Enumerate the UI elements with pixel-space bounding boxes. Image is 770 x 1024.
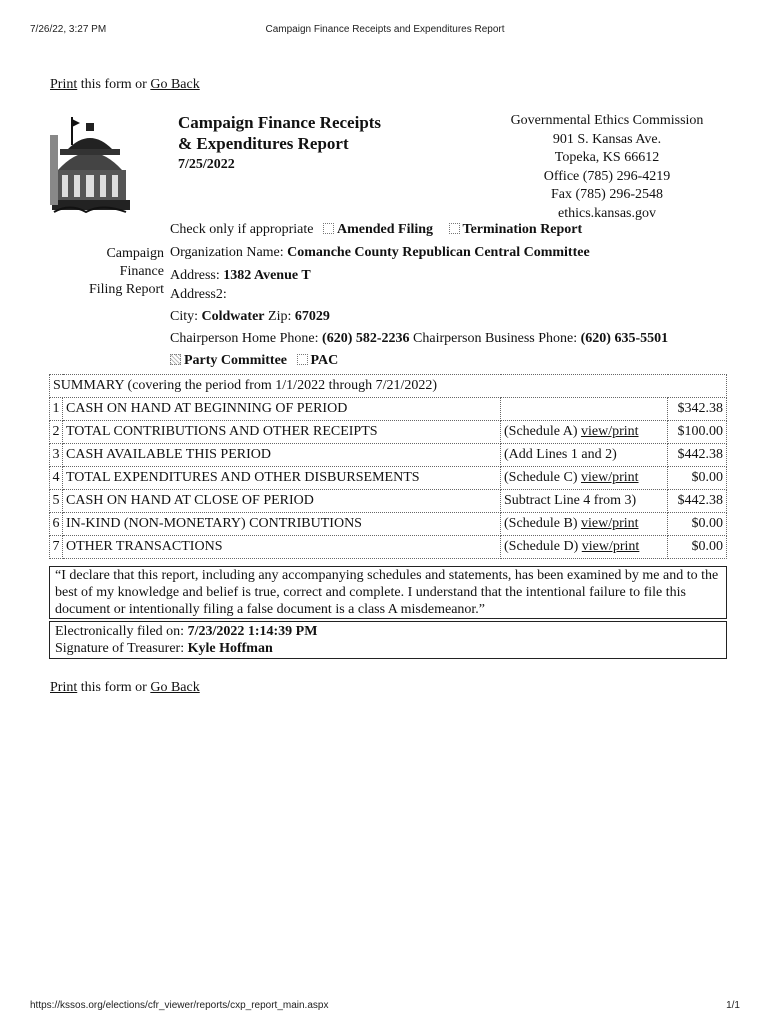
business-phone-label: Chairperson Business Phone:: [413, 331, 578, 346]
commission-fax: Fax (785) 296-2548: [551, 187, 663, 202]
org-city-value: Coldwater: [201, 309, 265, 324]
org-zip-value: 67029: [294, 309, 330, 324]
row-schedule: [501, 421, 668, 444]
row-label: OTHER TRANSACTIONS: [63, 536, 501, 559]
print-datetime: 7/26/22, 3:27 PM: [30, 24, 107, 35]
row-number: 2: [50, 421, 63, 444]
schedule-text: (Schedule C): [504, 470, 581, 485]
row-number: 4: [50, 467, 63, 490]
amended-filing-checkbox[interactable]: [323, 223, 334, 234]
pac-label: PAC: [310, 353, 339, 368]
filing-type-row: [170, 222, 582, 238]
report-title-line1: Campaign Finance Receipts: [178, 113, 382, 132]
org-address-value: 1382 Avenue T: [223, 268, 311, 283]
row-amount: $442.38: [668, 490, 727, 513]
row-amount: $442.38: [668, 444, 727, 467]
row-label: IN-KIND (NON-MONETARY) CONTRIBUTIONS: [63, 513, 501, 536]
row-schedule: [501, 398, 668, 421]
row-schedule: [501, 467, 668, 490]
report-title-line2: & Expenditures Report: [178, 134, 349, 153]
row-schedule: (Add Lines 1 and 2): [501, 444, 668, 467]
table-row: [50, 536, 727, 559]
row-schedule: [501, 513, 668, 536]
summary-header: SUMMARY (covering the period from 1/1/2022 through 7/21/2022): [50, 375, 727, 398]
party-committee-label: Party Committee: [184, 353, 288, 368]
print-page-title: Campaign Finance Receipts and Expenditures Report: [265, 24, 505, 35]
table-row: [50, 513, 727, 536]
row-number: 3: [50, 444, 63, 467]
print-header: [30, 24, 740, 38]
declaration-text: “I declare that this report, including any accompanying schedules and statements, has been examined by me and to the best of my knowledge and belief is true, correct and complete. I understand that the intentional failure to file this document or intentionally filing a false document is a class A misdemeanor.”: [49, 566, 727, 619]
filed-on-label: Electronically filed on:: [55, 624, 185, 639]
campaign-side-label-3: Filing Report: [88, 282, 164, 297]
commission-website: ethics.kansas.gov: [558, 205, 656, 221]
filing-info-box: [49, 621, 727, 659]
row-label: CASH AVAILABLE THIS PERIOD: [63, 444, 501, 467]
business-phone-value: (620) 635-5501: [580, 331, 669, 346]
row-schedule: [501, 536, 668, 559]
table-row: [50, 421, 727, 444]
go-back-link-bottom[interactable]: Go Back: [150, 680, 200, 695]
row-number: 1: [50, 398, 63, 421]
org-name-label: Organization Name:: [170, 245, 284, 260]
view-print-link-schedule-b[interactable]: view/print: [580, 516, 639, 531]
org-phone-row: [170, 331, 668, 347]
schedule-text: (Schedule A): [504, 424, 581, 439]
print-footer: [30, 1000, 740, 1014]
report-title-block: [178, 112, 381, 175]
summary-header-row: [50, 375, 727, 398]
row-amount: $0.00: [668, 467, 727, 490]
report-date: 7/25/2022: [178, 157, 235, 172]
campaign-side-label-1: Campaign: [106, 246, 164, 261]
filed-on-value: 7/23/2022 1:14:39 PM: [187, 624, 318, 639]
print-link[interactable]: Print: [50, 77, 78, 92]
treasurer-row: [55, 640, 721, 657]
row-label: CASH ON HAND AT BEGINNING OF PERIOD: [63, 398, 501, 421]
campaign-side-label-2: Finance: [119, 264, 164, 279]
schedule-text: (Schedule D): [504, 539, 582, 554]
schedule-text: (Schedule B): [504, 516, 581, 531]
view-print-link-schedule-d[interactable]: view/print: [581, 539, 640, 554]
org-address2-label: Address2:: [170, 287, 227, 302]
amended-filing-label: Amended Filing: [336, 222, 434, 237]
org-address-label: Address:: [170, 268, 220, 283]
filed-on-row: [55, 623, 721, 640]
row-label: CASH ON HAND AT CLOSE OF PERIOD: [63, 490, 501, 513]
org-city-row: [170, 309, 330, 325]
table-row: [50, 398, 727, 421]
row-number: 6: [50, 513, 63, 536]
commission-address-block: [488, 112, 726, 223]
org-name-row: [170, 245, 590, 261]
nav-separator-text: this form or: [77, 77, 151, 92]
view-print-link-schedule-c[interactable]: view/print: [580, 470, 639, 485]
termination-report-checkbox[interactable]: [449, 223, 460, 234]
commission-name: Governmental Ethics Commission: [510, 113, 704, 128]
print-page-number: 1/1: [726, 1000, 740, 1011]
bottom-nav: [50, 680, 200, 696]
top-nav: [50, 77, 200, 93]
org-zip-label: Zip:: [268, 309, 292, 324]
org-city-label: City:: [170, 309, 199, 324]
commission-office-phone: Office (785) 296-4219: [543, 168, 671, 184]
row-amount: $100.00: [668, 421, 727, 444]
kansas-seal-icon: [50, 115, 132, 215]
nav-separator-text-bottom: this form or: [77, 680, 151, 695]
treasurer-label: Signature of Treasurer:: [55, 641, 185, 656]
committee-type-row: [170, 353, 338, 369]
print-url: https://kssos.org/elections/cfr_viewer/reports/cxp_report_main.aspx: [30, 1000, 329, 1011]
summary-table: [49, 374, 727, 559]
row-schedule: Subtract Line 4 from 3): [501, 490, 668, 513]
treasurer-value: Kyle Hoffman: [187, 641, 273, 656]
home-phone-value: (620) 582-2236: [322, 331, 410, 346]
commission-address1: 901 S. Kansas Ave.: [552, 131, 662, 147]
party-committee-checkbox[interactable]: [170, 354, 181, 365]
table-row: [50, 467, 727, 490]
print-link-bottom[interactable]: Print: [50, 680, 78, 695]
termination-report-label: Termination Report: [462, 222, 583, 237]
row-amount: $0.00: [668, 513, 727, 536]
check-prompt: Check only if appropriate: [170, 222, 314, 237]
row-number: 7: [50, 536, 63, 559]
row-number: 5: [50, 490, 63, 513]
table-row: [50, 444, 727, 467]
home-phone-label: Chairperson Home Phone:: [170, 331, 319, 346]
commission-address2: Topeka, KS 66612: [554, 150, 660, 165]
row-label: TOTAL CONTRIBUTIONS AND OTHER RECEIPTS: [63, 421, 501, 444]
view-print-link-schedule-a[interactable]: view/print: [580, 424, 639, 439]
row-amount: $0.00: [668, 536, 727, 559]
row-amount: $342.38: [668, 398, 727, 421]
org-address-row: [170, 268, 311, 284]
row-label: TOTAL EXPENDITURES AND OTHER DISBURSEMENTS: [63, 467, 501, 490]
go-back-link[interactable]: Go Back: [150, 77, 200, 92]
table-row: [50, 490, 727, 513]
pac-checkbox[interactable]: [297, 354, 308, 365]
org-name-value: Comanche County Republican Central Committee: [287, 245, 590, 260]
org-address2-row: [170, 287, 227, 303]
